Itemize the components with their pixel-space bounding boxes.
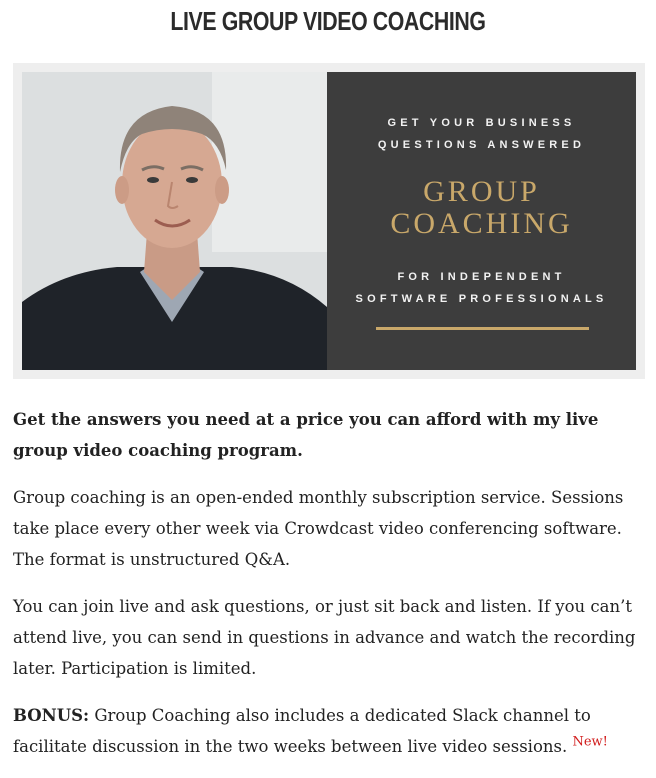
article-body (13, 404, 649, 778)
banner-text-panel (327, 72, 636, 370)
page-title: LIVE GROUP VIDEO COACHING (170, 6, 486, 36)
portrait-photo (22, 72, 327, 370)
banner-tagline-top (327, 112, 636, 156)
description-paragraph: Group coaching is an open-ended monthly subscription service. Sessions take place every other week via Crowdcast video conferencing software. The format is unstructured Q&A. (13, 488, 624, 569)
tagline-bottom-line-1: FOR INDEPENDENT (397, 271, 566, 283)
tagline-top-line-2: QUESTIONS ANSWERED (377, 139, 586, 151)
participation-paragraph: You can join live and ask questions, or just sit back and listen. If you can’t attend live, you can send in questions in advance and watch the recording later. Participation is limited. (13, 597, 636, 678)
headline-line-1: GROUP (423, 175, 540, 208)
bonus-label: BONUS: (13, 706, 90, 725)
intro-paragraph: Get the answers you need at a price you can afford with my live group video coaching program. (13, 410, 599, 460)
new-badge: New! (572, 734, 608, 750)
group-coaching-banner (13, 63, 645, 379)
bonus-paragraph (13, 700, 649, 762)
bonus-text: Group Coaching also includes a dedicated Slack channel to facilitate discussion in the two weeks between live video sessions. (13, 706, 591, 756)
portrait-photo-icon (22, 72, 327, 370)
banner-tagline-bottom (327, 266, 636, 310)
tagline-bottom-line-2: SOFTWARE PROFESSIONALS (355, 293, 608, 305)
banner-headline (327, 176, 636, 240)
tagline-top-line-1: GET YOUR BUSINESS (387, 117, 576, 129)
headline-line-2: COACHING (390, 207, 573, 240)
gold-divider (376, 327, 589, 330)
